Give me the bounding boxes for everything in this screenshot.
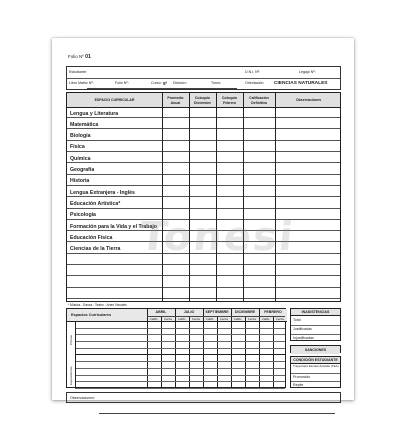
vline xyxy=(189,93,190,301)
vline xyxy=(275,93,276,301)
observaciones-label: Observaciones: xyxy=(70,395,95,400)
table-row xyxy=(67,131,340,141)
subject-label: Geografía xyxy=(70,167,95,174)
table-row xyxy=(67,187,340,197)
table-row xyxy=(67,289,340,299)
sub-header: Calific. xyxy=(205,316,215,321)
subject-label: Biología xyxy=(70,133,91,140)
previas-row xyxy=(75,342,285,349)
subject-label: Educación Artística* xyxy=(70,200,121,207)
col-definitiva: Calificación Definitiva xyxy=(249,96,269,105)
table-row xyxy=(67,108,340,118)
sub-header: Fecha xyxy=(220,316,228,321)
subject-label: Ciencias de la Tierra xyxy=(70,246,121,253)
col-promedio: Promedio Anual xyxy=(167,96,184,105)
previas-grid xyxy=(66,308,286,388)
observaciones-box xyxy=(66,392,341,403)
sanciones-title: SANCIONES xyxy=(291,346,340,354)
table-row xyxy=(67,165,340,175)
inasistencias-box xyxy=(290,308,341,341)
estudiante-label: Estudiante: xyxy=(69,70,87,74)
month-header: ABRIL xyxy=(155,309,167,314)
sanciones-box xyxy=(290,345,341,353)
header-divider xyxy=(67,78,340,79)
table-row xyxy=(67,153,340,163)
col-espacio: ESPACIO CURRICULAR xyxy=(94,98,135,103)
col-coloquio-dic: Coloquio Diciembre xyxy=(194,96,211,105)
month-header: SEPTIEMBRE xyxy=(205,309,229,314)
vline xyxy=(75,322,76,387)
previas-row xyxy=(75,369,285,376)
condicion-repite: Repite xyxy=(293,383,304,387)
curso-label: Curso: xyxy=(151,81,162,85)
grade-sheet xyxy=(52,38,354,400)
subject-label: Formación para la Vida y el Trabajo xyxy=(70,223,157,230)
month-header: JULIO xyxy=(183,309,195,314)
sub-header: Calific. xyxy=(177,316,187,321)
division-label: División: xyxy=(173,81,187,85)
previas-row xyxy=(75,356,285,363)
subject-label: Química xyxy=(70,155,91,162)
libro-label: Libro Matriz Nº: xyxy=(69,81,94,85)
subject-label: Física xyxy=(70,144,85,151)
sub-header: Calific. xyxy=(233,316,243,321)
table-row xyxy=(67,176,340,186)
previas-title: Espacios Curriculares xyxy=(71,313,112,317)
inasistencias-justificadas: Justificadas xyxy=(291,327,340,335)
observaciones-line xyxy=(99,396,335,414)
inasistencias-title: INASISTENCIAS xyxy=(291,309,340,316)
student-header xyxy=(66,66,341,90)
table-row xyxy=(67,266,340,276)
table-row xyxy=(67,119,340,129)
orientacion-value: CIENCIAS NATURALES xyxy=(274,81,328,86)
subject-label: Psicología xyxy=(70,212,96,219)
grades-table xyxy=(66,92,341,302)
condicion-promovido: Promovido xyxy=(291,375,340,382)
table-row xyxy=(67,198,340,208)
dni-label: D.N.I. Nº: xyxy=(245,70,261,74)
previas-row xyxy=(75,382,285,389)
orientacion-label: Orientación: xyxy=(245,81,265,85)
folio-number: 01 xyxy=(85,54,91,60)
turno-label: Turno: xyxy=(211,81,222,85)
inasistencias-total: Total xyxy=(291,318,340,326)
previas-row xyxy=(75,376,285,383)
condicion-box xyxy=(290,356,341,388)
sub-header: Fecha xyxy=(276,316,284,321)
sub-header: Fecha xyxy=(248,316,256,321)
col-coloquio-feb: Coloquio Febrero xyxy=(221,96,238,105)
legajo-label: Legajo Nº: xyxy=(299,70,316,74)
col-observaciones: Observaciones xyxy=(295,98,322,103)
previas-row xyxy=(75,335,285,342)
subject-label: Historia xyxy=(70,178,90,185)
folio-field-label: Folio Nº: xyxy=(115,81,129,85)
month-header: FEBRERO xyxy=(264,309,282,314)
month-divider xyxy=(147,316,285,317)
previas-row xyxy=(75,322,285,329)
previas-row xyxy=(75,349,285,356)
vline xyxy=(216,93,217,301)
folio-label xyxy=(68,54,91,60)
table-row xyxy=(67,142,340,152)
vline xyxy=(243,93,244,301)
vline xyxy=(162,93,163,301)
curso-value: 5º xyxy=(163,81,168,86)
label-equivalencias: Equivalencias xyxy=(69,366,73,385)
subject-label: Matemática xyxy=(70,121,99,128)
subject-label: Lengua Extranjera - Inglés xyxy=(70,189,135,196)
table-row xyxy=(67,278,340,288)
watermark: Tonesi xyxy=(137,214,297,260)
subject-label: Lengua y Literatura xyxy=(70,110,119,117)
estudiante-line xyxy=(87,71,237,89)
inasistencias-injustificadas: Injustificadas xyxy=(293,336,314,340)
subject-label: Educación Física xyxy=(70,234,113,241)
sub-header: Fecha xyxy=(192,316,200,321)
folio-text: Folio Nº xyxy=(68,54,84,59)
previas-row xyxy=(75,329,285,336)
condicion-title: CONDICIÓN ESTUDIANTE xyxy=(291,357,340,364)
previas-row xyxy=(75,362,285,369)
condicion-tea: Trayectoria Escolar Asistida (TEA) xyxy=(291,365,340,374)
footnote: * Música - Danza - Teatro - Artes Visuales xyxy=(68,303,127,307)
sub-header: Calific. xyxy=(149,316,159,321)
label-previas: Previas xyxy=(69,334,73,345)
sub-header: Fecha xyxy=(164,316,172,321)
month-header: DICIEMBRE xyxy=(234,309,256,314)
sub-header: Calific. xyxy=(261,316,271,321)
